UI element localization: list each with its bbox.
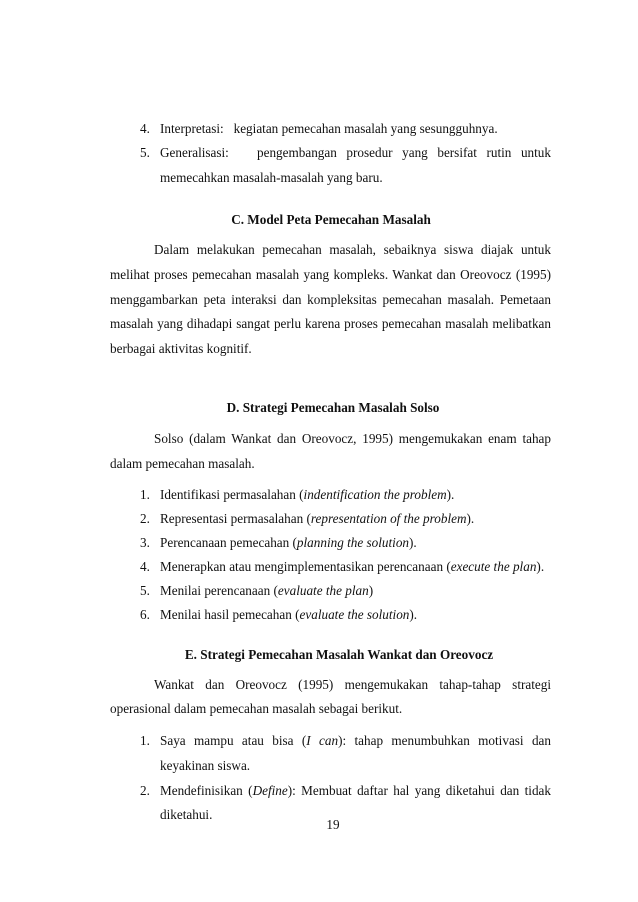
list-number: 2. xyxy=(140,783,150,798)
list-number: 5. xyxy=(140,145,150,160)
section-heading-c: C. Model Peta Pemecahan Masalah xyxy=(231,212,431,227)
paragraph-line: Solso (dalam Wankat dan Oreovocz, 1995) mengemukakan enam tahap xyxy=(154,431,551,446)
list-item: Menilai hasil pemecahan (evaluate the solution). xyxy=(160,607,418,622)
list-number: 6. xyxy=(140,607,150,622)
list-item-cont: keyakinan siswa. xyxy=(160,758,251,773)
paragraph-line: dalam pemecahan masalah. xyxy=(110,456,255,471)
paragraph-line: Wankat dan Oreovocz (1995) mengemukakan tahap-tahap strategi xyxy=(154,677,551,692)
list-item-interpretasi: Interpretasi: kegiatan pemecahan masalah yang sesungguhnya. xyxy=(160,121,498,136)
paragraph-line: menggambarkan peta interaksi dan kompleksitas pemecahan masalah. Pemetaan xyxy=(110,292,551,307)
list-number: 1. xyxy=(140,733,150,748)
paragraph-line: Dalam melakukan pemecahan masalah, sebaiknya siswa diajak untuk xyxy=(154,242,551,257)
list-item: Saya mampu atau bisa (I can): tahap menumbuhkan motivasi dan xyxy=(160,733,551,748)
list-item-text: pengembangan prosedur yang bersifat rutin untuk xyxy=(257,145,551,160)
list-item: Mendefinisikan (Define): Membuat daftar hal yang diketahui dan tidak xyxy=(160,783,551,798)
list-number: 1. xyxy=(140,487,150,502)
list-number: 4. xyxy=(140,559,150,574)
page-number: 19 xyxy=(326,817,340,832)
list-item: Perencanaan pemecahan (planning the solution). xyxy=(160,535,417,550)
paragraph-line: berbagai aktivitas kognitif. xyxy=(110,341,252,356)
list-item: Menilai perencanaan (evaluate the plan) xyxy=(160,583,374,598)
list-item: Representasi permasalahan (representation of the problem). xyxy=(160,511,475,526)
list-item: Identifikasi permasalahan (indentification the problem). xyxy=(160,487,455,502)
list-number: 2. xyxy=(140,511,150,526)
list-number: 4. xyxy=(140,121,150,136)
list-number: 5. xyxy=(140,583,150,598)
paragraph-line: masalah yang dihadapi sangat perlu karena proses pemecahan masalah melibatkan xyxy=(110,316,551,331)
list-item-text-cont: memecahkan masalah-masalah yang baru. xyxy=(160,170,383,185)
list-number: 3. xyxy=(140,535,150,550)
section-heading-e: E. Strategi Pemecahan Masalah Wankat dan Oreovocz xyxy=(184,647,494,662)
section-heading-d: D. Strategi Pemecahan Masalah Solso xyxy=(226,400,440,415)
list-item: Menerapkan atau mengimplementasikan perencanaan (execute the plan). xyxy=(160,559,545,574)
paragraph-line: operasional dalam pemecahan masalah sebagai berikut. xyxy=(110,701,403,716)
paragraph-line: melihat proses pemecahan masalah yang kompleks. Wankat dan Oreovocz (1995) xyxy=(110,267,551,282)
list-item-term: Generalisasi: xyxy=(160,145,229,160)
list-item-cont: diketahui. xyxy=(160,807,213,822)
